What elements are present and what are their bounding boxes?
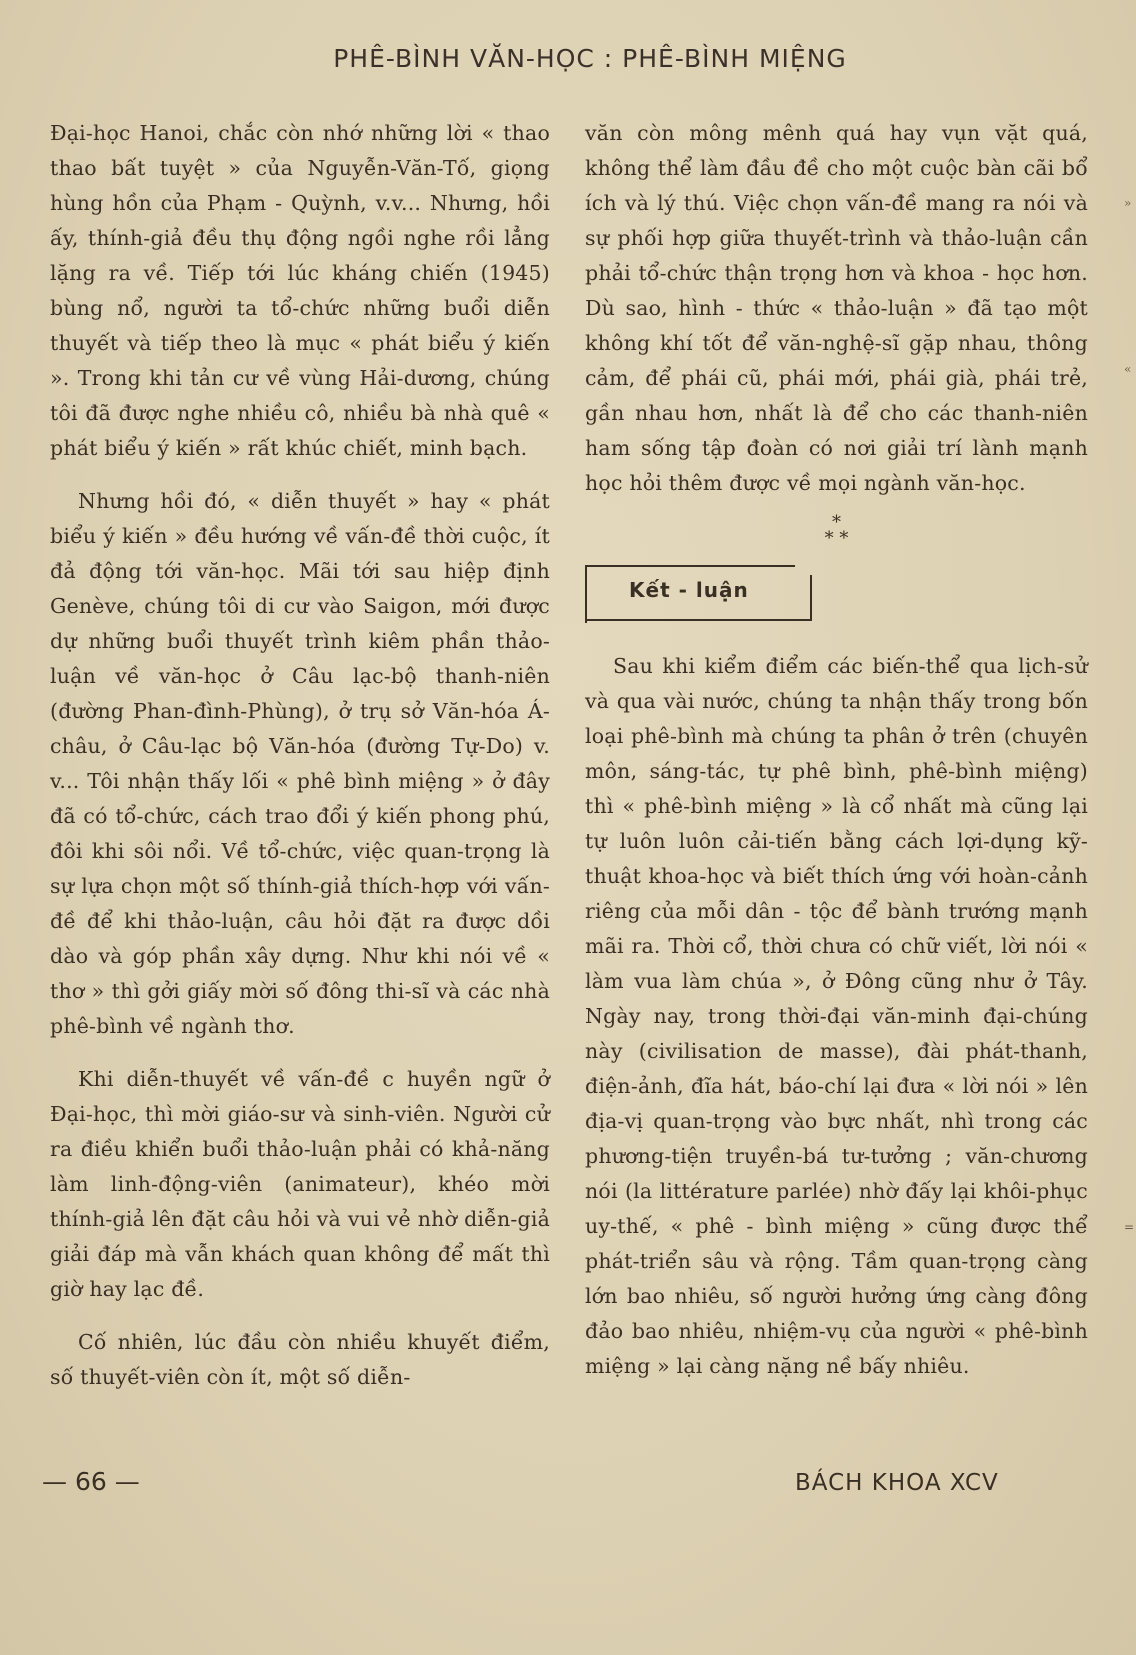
margin-speck: =: [1124, 1220, 1135, 1234]
paragraph: Nhưng hồi đó, « diễn thuyết » hay « phát biểu ý kiến » đều hướng về vấn-đề thời cuộc, ít đả động tới văn-học. Mãi tới sau hiệp định Genève, chúng tôi di cư vào Saigon, mới được dự những buổi thuyết trình kiêm phần thảo-luận về văn-học ở Câu lạc-bộ thanh-niên (đường Phan-đình-Phùng), ở trụ sở Văn-hóa Á-châu, ở Câu-lạc bộ Văn-hóa (đường Tự-Do) v. v... Tôi nhận thấy lối « phê bình miệng » ở đây đã có tổ-chức, cách trao đổi ý kiến phong phú, đôi khi sôi nổi. Về tổ-chức, việc quan-trọng là sự lựa chọn một số thính-giả thích-hợp với vấn-đề để khi thảo-luận, câu hỏi đặt ra được dồi dào và góp phần xây dựng. Như khi nói về « thơ » thì gởi giấy mời số đông thi-sĩ và các nhà phê-bình về ngành thơ.: [50, 489, 550, 1038]
section-divider-stars: [585, 512, 1088, 549]
paragraph: Khi diễn-thuyết về vấn-đề c huyền ngữ ở Đại-học, thì mời giáo-sư và sinh-viên. Người cử ra điều khiển buổi thảo-luận phải có khả-năng làm linh-động-viên (animateur), khéo mời thính-giả lên đặt câu hỏi và vui vẻ nhờ diễn-giả giải đáp mà vẫn khách quan không để mất thì giờ hay lạc đề.: [50, 1067, 550, 1301]
right-column: [585, 116, 1088, 1402]
section-title: Kết - luận: [629, 578, 749, 602]
publication-name: BÁCH KHOA XCV: [795, 1470, 999, 1496]
paragraph-continuation: văn còn mông mênh quá hay vụn vặt quá, không thể làm đầu đề cho một cuộc bàn cãi bổ ích và lý thú. Việc chọn vấn-đề mang ra nói và sự phối hợp giữa thuyết-trình và thảo-luận cần phải tổ-chức thận trọng hơn và khoa - học hơn. Dù sao, hình - thức « thảo-luận » đã tạo một không khí tốt để văn-nghệ-sĩ gặp nhau, thông cảm, để phái cũ, phái mới, phái già, phái trẻ, gần nhau hơn, nhất là để cho các thanh-niên ham sống tập đoàn có nơi giải trí lành mạnh học hỏi thêm được về mọi ngành văn-học.: [585, 121, 1088, 495]
paragraph-conclusion: Sau khi kiểm điểm các biến-thể qua lịch-sử và qua vài nước, chúng ta nhận thấy trong bốn loại phê-bình mà chúng ta phân ở trên (chuyên môn, sáng-tác, tự phê bình, phê-bình miệng) thì « phê-bình miệng » là cổ nhất mà cũng lại tự luôn luôn cải-tiến bằng cách lợi-dụng kỹ-thuật khoa-học và biết thích ứng với hoàn-cảnh riêng của mỗi dân - tộc để bành trướng mạnh mãi ra. Thời cổ, thời chưa có chữ viết, lời nói « làm vua làm chúa », ở Đông cũng như ở Tây. Ngày nay, trong thời-đại văn-minh đại-chúng này (civilisation de masse), đài phát-thanh, điện-ảnh, đĩa hát, báo-chí lại đưa « lời nói » lên địa-vị quan-trọng vào bực nhất, nhì trong các phương-tiện truyền-bá tư-tưởng ; văn-chương nói (la littérature parlée) nhờ đấy lại khôi-phục uy-thế, « phê - bình miệng » cũng được thể phát-triển sâu và rộng. Tầm quan-trọng càng lớn bao nhiêu, số người hưởng ứng càng đông đảo bao nhiêu, nhiệm-vụ của người « phê-bình miệng » lại càng nặng nề bấy nhiêu.: [585, 654, 1088, 1378]
page-number: — 66 —: [42, 1467, 140, 1496]
left-column: [50, 116, 550, 1413]
divider-star-top: *: [832, 512, 841, 533]
box-border-right: [810, 575, 812, 619]
divider-stars-bottom: * *: [824, 528, 849, 549]
margin-speck: «: [1124, 362, 1132, 376]
running-header: PHÊ-BÌNH VĂN-HỌC : PHÊ-BÌNH MIỆNG: [333, 44, 847, 73]
box-border-top: [585, 565, 795, 567]
box-border-bottom: [585, 619, 812, 621]
box-border-left: [585, 565, 587, 623]
paragraph: Đại-học Hanoi, chắc còn nhớ những lời « thao thao bất tuyệt » của Nguyễn-Văn-Tố, giọng hùng hồn của Phạm - Quỳnh, v.v... Nhưng, hồi ấy, thính-giả đều thụ động ngồi nghe rồi lẳng lặng ra về. Tiếp tới lúc kháng chiến (1945) bùng nổ, người ta tổ-chức những buổi diễn thuyết và tiếp theo là mục « phát biểu ý kiến ». Trong khi tản cư về vùng Hải-dương, chúng tôi đã được nghe nhiều cô, nhiều bà nhà quê « phát biểu ý kiến » rất khúc chiết, minh bạch.: [50, 121, 550, 460]
section-heading-box: [585, 561, 815, 619]
margin-speck: »: [1124, 196, 1132, 210]
paragraph: Cố nhiên, lúc đầu còn nhiều khuyết điểm, số thuyết-viên còn ít, một số diễn-: [50, 1330, 550, 1389]
